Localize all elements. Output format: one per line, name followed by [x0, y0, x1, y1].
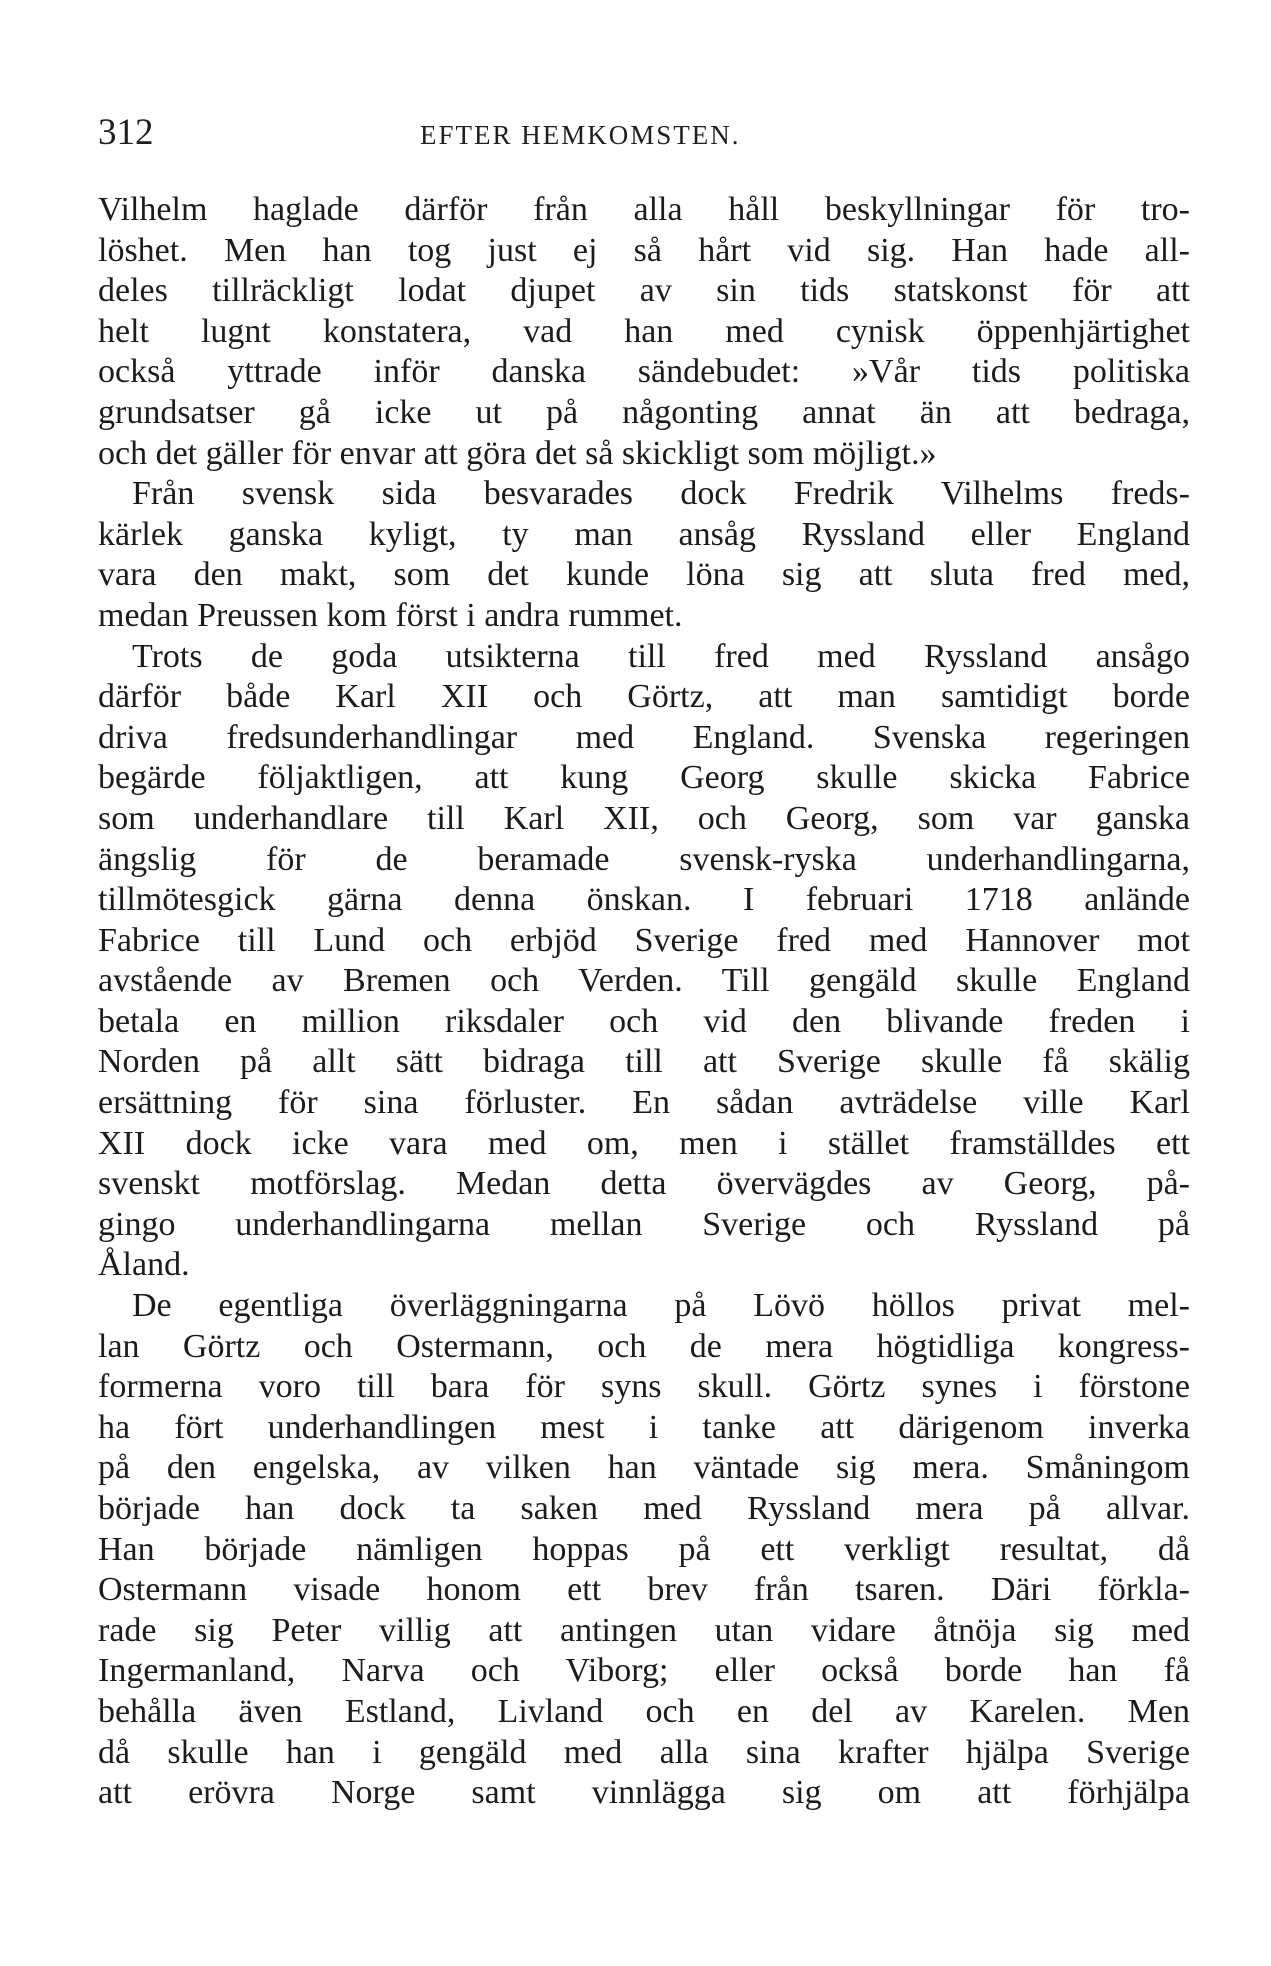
text-line: medan Preussen kom först i andra rummet.: [98, 596, 683, 634]
text-line: deles tillräckligt lodat djupet av sin tids statskonst för att: [98, 272, 1190, 310]
paragraph-first-line: Från svensk sida besvarades dock Fredrik Vilhelms freds-: [132, 475, 1190, 513]
text-line: ha fört underhandlingen mest i tanke att därigenom inverka: [98, 1408, 1190, 1446]
paragraph-first-line: Trots de goda utsikterna till fred med Ryssland ansågo: [132, 637, 1190, 675]
text-line: vara den makt, som det kunde löna sig att sluta fred med,: [98, 556, 1190, 594]
text-line: på den engelska, av vilken han väntade sig mera. Småningom: [98, 1449, 1190, 1487]
text-line: driva fredsunderhandlingar med England. Svenska regeringen: [98, 718, 1190, 756]
text-line: formerna voro till bara för syns skull. Görtz synes i förstone: [98, 1368, 1190, 1406]
paragraph-first-line: De egentliga överläggningarna på Lövö höllos privat mel-: [132, 1287, 1190, 1325]
text-line: rade sig Peter villig att antingen utan vidare åtnöja sig med: [98, 1611, 1190, 1649]
running-head: [98, 108, 1190, 158]
text-line: svenskt motförslag. Medan detta övervägdes av Georg, på-: [98, 1165, 1190, 1203]
text-line: ängslig för de beramade svensk-ryska underhandlingarna,: [98, 840, 1190, 878]
text-line: kärlek ganska kyligt, ty man ansåg Ryssland eller England: [98, 515, 1190, 553]
text-line: då skulle han i gengäld med alla sina krafter hjälpa Sverige: [98, 1733, 1190, 1771]
body-text: [98, 190, 1190, 1814]
text-line: betala en million riksdaler och vid den blivande freden i: [98, 1002, 1190, 1040]
text-line: Norden på allt sätt bidraga till att Sverige skulle få skälig: [98, 1043, 1190, 1081]
text-line: att erövra Norge samt vinnlägga sig om att förhjälpa: [98, 1774, 1190, 1812]
text-line: Fabrice till Lund och erbjöd Sverige fred med Hannover mot: [98, 921, 1190, 959]
text-line: XII dock icke vara med om, men i stället framställdes ett: [98, 1124, 1190, 1162]
running-title: EFTER HEMKOMSTEN.: [420, 120, 741, 150]
text-line: tillmötesgick gärna denna önskan. I februari 1718 anlände: [98, 881, 1190, 919]
text-line: Ingermanland, Narva och Viborg; eller också borde han få: [98, 1652, 1190, 1690]
text-line: grundsatser gå icke ut på någonting annat än att bedraga,: [98, 393, 1190, 431]
text-line: började han dock ta saken med Ryssland mera på allvar.: [98, 1490, 1190, 1527]
text-line: begärde följaktligen, att kung Georg skulle skicka Fabrice: [98, 759, 1190, 797]
text-line: behålla även Estland, Livland och en del av Karelen. Men: [98, 1692, 1190, 1730]
page-number: 312: [98, 112, 154, 153]
text-line: lan Görtz och Ostermann, och de mera högtidliga kongress-: [98, 1327, 1190, 1365]
text-line: och det gäller för envar att göra det så skickligt som möjligt.»: [98, 434, 937, 472]
text-line: helt lugnt konstatera, vad han med cynisk öppenhjärtighet: [98, 312, 1190, 350]
text-line: ersättning för sina förluster. En sådan avträdelse ville Karl: [98, 1084, 1190, 1122]
text-line: Ostermann visade honom ett brev från tsaren. Däri förkla-: [98, 1571, 1190, 1609]
text-line: också yttrade inför danska sändebudet: »Vår tids politiska: [98, 353, 1190, 391]
text-line: avstående av Bremen och Verden. Till gengäld skulle England: [98, 962, 1190, 1000]
text-line: Åland.: [98, 1246, 190, 1284]
text-line: som underhandlare till Karl XII, och Georg, som var ganska: [98, 799, 1190, 837]
text-line: därför både Karl XII och Görtz, att man samtidigt borde: [98, 678, 1190, 716]
text-line: gingo underhandlingarna mellan Sverige och Ryssland på: [98, 1205, 1190, 1243]
text-line: Han började nämligen hoppas på ett verkligt resultat, då: [98, 1530, 1190, 1568]
text-line: Vilhelm haglade därför från alla håll beskyllningar för tro-: [98, 191, 1190, 228]
text-line: löshet. Men han tog just ej så hårt vid sig. Han hade all-: [98, 231, 1190, 269]
